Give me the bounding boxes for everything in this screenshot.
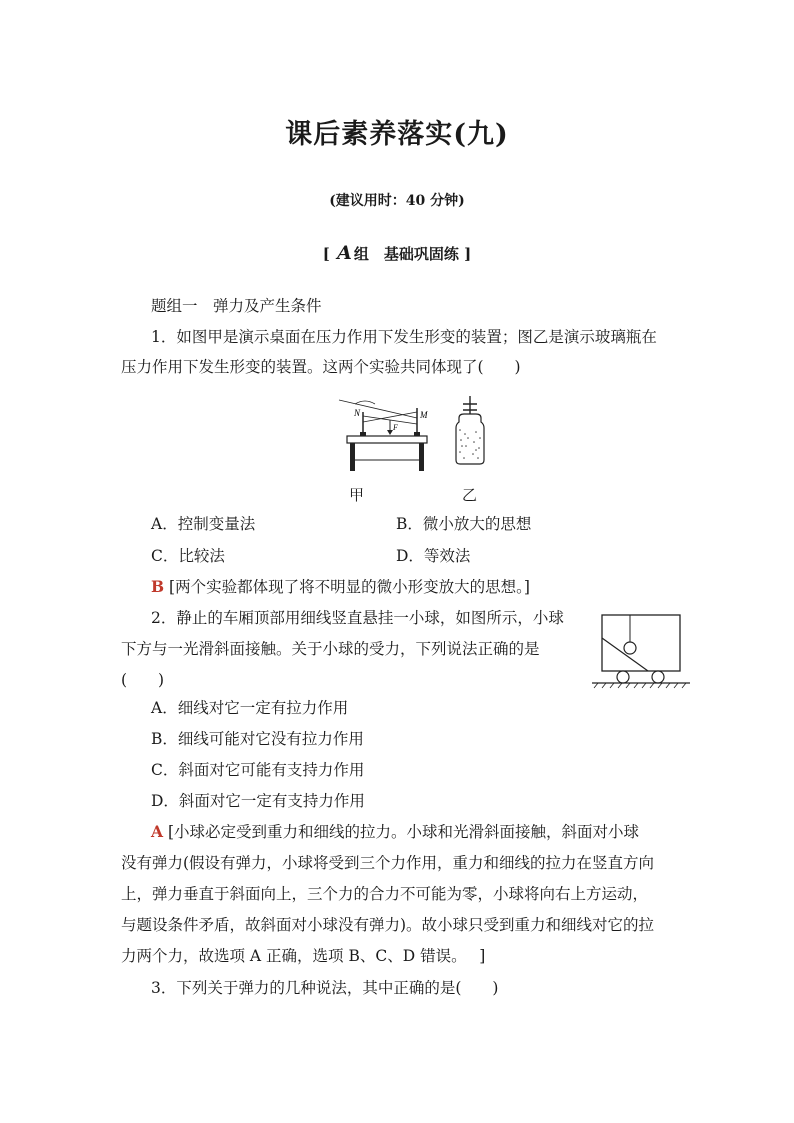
group-label: 组 基础巩固练	[353, 245, 459, 263]
label-f: F	[393, 423, 398, 432]
q2-answer-line3: 上，弹力垂直于斜面向上，三个力的合力不可能为零，小球将向右上方运动，	[121, 885, 649, 903]
q1-option-c: C．比较法	[151, 547, 225, 565]
q2-answer-line5: 力两个力，故选项 A 正确，选项 B、C、D 错误。 ]	[121, 947, 486, 965]
label-m: M	[420, 410, 428, 420]
group-bracket-open: [	[322, 245, 330, 263]
q1-answer	[151, 577, 530, 597]
q1-answer-text: [两个实验都体现了将不明显的微小形变放大的思想。]	[169, 578, 530, 596]
label-n: N	[354, 408, 361, 418]
q2-figure-cart	[592, 612, 690, 690]
q1-option-a: A．控制变量法	[151, 515, 256, 533]
q2-stem-line2: 下方与一光滑斜面接触。关于小球的受力，下列说法正确的是	[121, 640, 540, 658]
q1-answer-letter: B	[151, 577, 165, 596]
q2-answer-line1: [小球必定受到重力和细线的拉力。小球和光滑斜面接触，斜面对小球	[167, 823, 640, 841]
q2-option-b: B．细线可能对它没有拉力作用	[151, 730, 364, 748]
q2-answer-first-line	[151, 822, 639, 842]
q2-answer-line4: 与题设条件矛盾，故斜面对小球没有弹力)。故小球只受到重力和细线对它的拉	[121, 916, 655, 934]
q3-stem-line1: 3．下列关于弹力的几种说法，其中正确的是( )	[151, 979, 499, 997]
q2-stem-line1: 2．静止的车厢顶部用细线竖直悬挂一小球，如图所示，小球	[151, 609, 564, 627]
q2-answer-line2: 没有弹力(假设有弹力，小球将受到三个力作用，重力和细线的拉力在竖直方向	[121, 854, 655, 872]
q1-option-b: B．微小放大的思想	[396, 515, 532, 533]
q1-figure-yi	[450, 394, 490, 470]
q2-answer-letter: A	[151, 822, 164, 841]
q1-stem-line2: 压力作用下发生形变的装置。这两个实验共同体现了( )	[121, 358, 521, 376]
q2-option-a: A．细线对它一定有拉力作用	[151, 699, 349, 717]
group-letter: A	[337, 242, 352, 264]
q2-option-c: C．斜面对它可能有支持力作用	[151, 761, 365, 779]
q1-figure-jia	[335, 396, 435, 476]
group-bracket-close: ]	[464, 245, 472, 263]
figure-label-yi: 乙	[462, 486, 478, 504]
page-title: 课后素养落实(九)	[285, 119, 509, 150]
figure-label-jia: 甲	[349, 486, 365, 504]
q2-option-d: D．斜面对它一定有支持力作用	[151, 792, 365, 810]
q1-option-d: D．等效法	[396, 547, 471, 565]
section-title: 题组一 弹力及产生条件	[151, 297, 322, 315]
q2-stem-line3: ( )	[121, 671, 165, 689]
group-heading	[0, 242, 794, 264]
q1-stem-line1: 1．如图甲是演示桌面在压力作用下发生形变的装置；图乙是演示玻璃瓶在	[151, 328, 657, 346]
suggested-time: (建议用时：40 分钟)	[329, 193, 465, 209]
